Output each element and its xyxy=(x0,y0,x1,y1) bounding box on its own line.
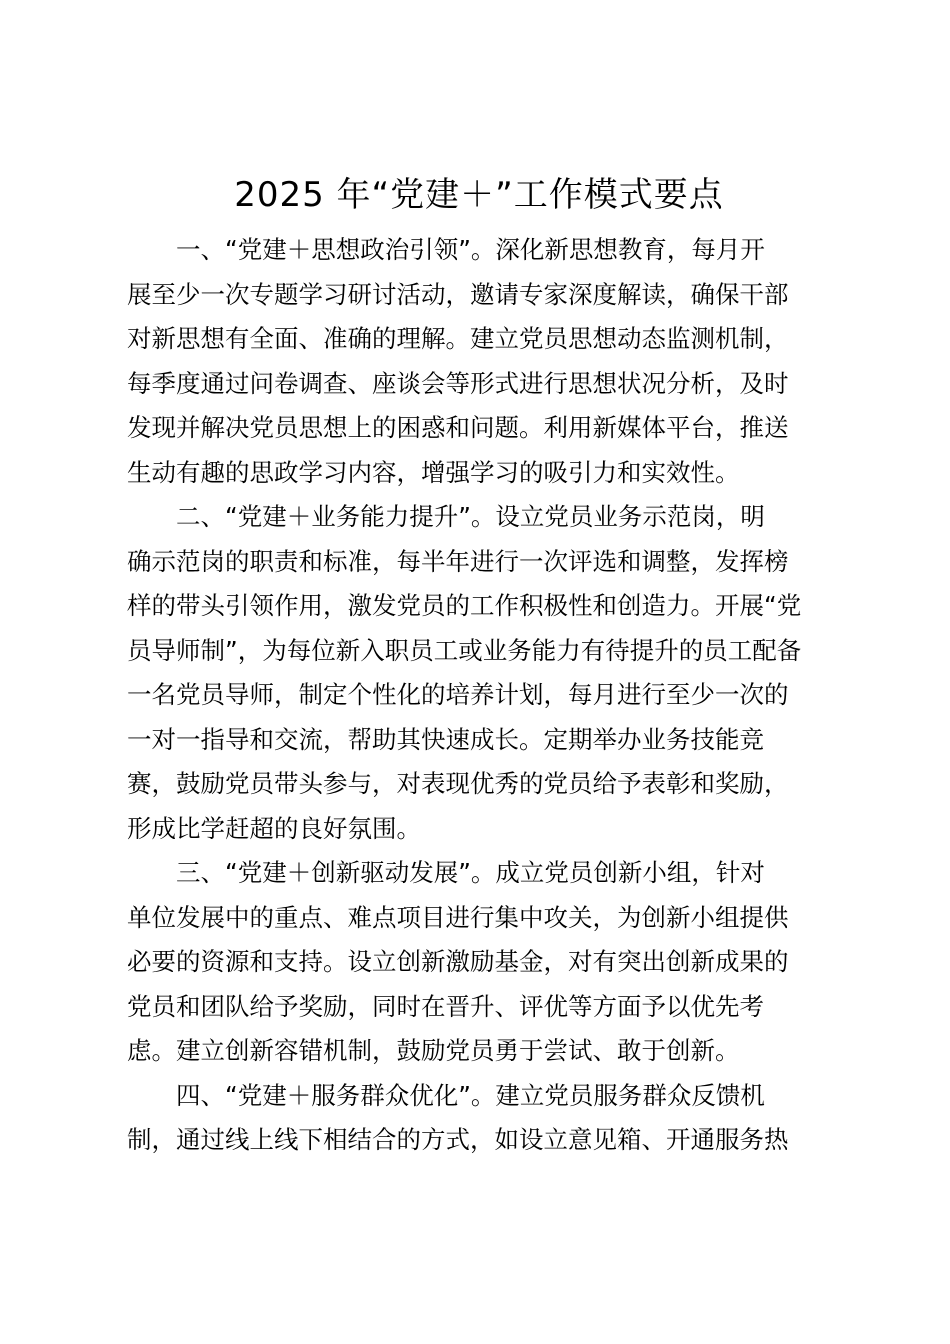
document-body xyxy=(127,228,847,1163)
paragraph-line: 员导师制”，为每位新入职员工或业务能力有待提升的员工配备 xyxy=(127,635,802,665)
paragraph-line: 二、“党建＋业务能力提升”。设立党员业务示范岗，明 xyxy=(176,502,765,531)
paragraph-line: 虑。建立创新容错机制，鼓励党员勇于尝试、敢于创新。 xyxy=(127,1036,740,1065)
paragraph-line: 制，通过线上线下相结合的方式，如设立意见箱、开通服务热 xyxy=(127,1125,789,1154)
paragraph-2 xyxy=(127,495,847,851)
paragraph-line: 确示范岗的职责和标准，每半年进行一次评选和调整，发挥榜 xyxy=(127,546,789,576)
paragraph-line: 每季度通过问卷调查、座谈会等形式进行思想状况分析，及时 xyxy=(127,368,789,398)
paragraph-line: 三、“党建＋创新驱动发展”。成立党员创新小组，针对 xyxy=(176,858,765,887)
paragraph-line: 一、“党建＋思想政治引领”。深化新思想教育，每月开 xyxy=(176,235,765,264)
paragraph-line: 一对一指导和交流，帮助其快速成长。定期举办业务技能竞 xyxy=(127,724,764,754)
paragraph-line: 对新思想有全面、准确的理解。建立党员思想动态监测机制， xyxy=(127,324,789,353)
paragraph-line: 生动有趣的思政学习内容，增强学习的吸引力和实效性。 xyxy=(127,457,740,487)
paragraph-4 xyxy=(127,1074,847,1163)
paragraph-line: 展至少一次专题学习研讨活动，邀请专家深度解读，确保干部 xyxy=(127,279,789,309)
paragraph-line: 样的带头引领作用，激发党员的工作积极性和创造力。开展“党 xyxy=(127,591,802,620)
paragraph-line: 发现并解决党员思想上的困惑和问题。利用新媒体平台，推送 xyxy=(127,413,789,442)
document-title: 2025 年“党建＋”工作模式要点 xyxy=(234,175,724,215)
paragraph-line: 一名党员导师，制定个性化的培养计划，每月进行至少一次的 xyxy=(127,680,789,709)
paragraph-3 xyxy=(127,851,847,1074)
paragraph-line: 赛，鼓励党员带头参与，对表现优秀的党员给予表彰和奖励， xyxy=(127,769,789,798)
paragraph-line: 单位发展中的重点、难点项目进行集中攻关，为创新小组提供 xyxy=(127,902,789,932)
paragraph-line: 四、“党建＋服务群众优化”。建立党员服务群众反馈机 xyxy=(176,1080,765,1110)
paragraph-line: 必要的资源和支持。设立创新激励基金，对有突出创新成果的 xyxy=(127,947,789,976)
paragraph-1 xyxy=(127,228,847,495)
paragraph-line: 形成比学赶超的良好氛围。 xyxy=(127,813,421,843)
paragraph-line: 党员和团队给予奖励，同时在晋升、评优等方面予以优先考 xyxy=(127,991,764,1021)
